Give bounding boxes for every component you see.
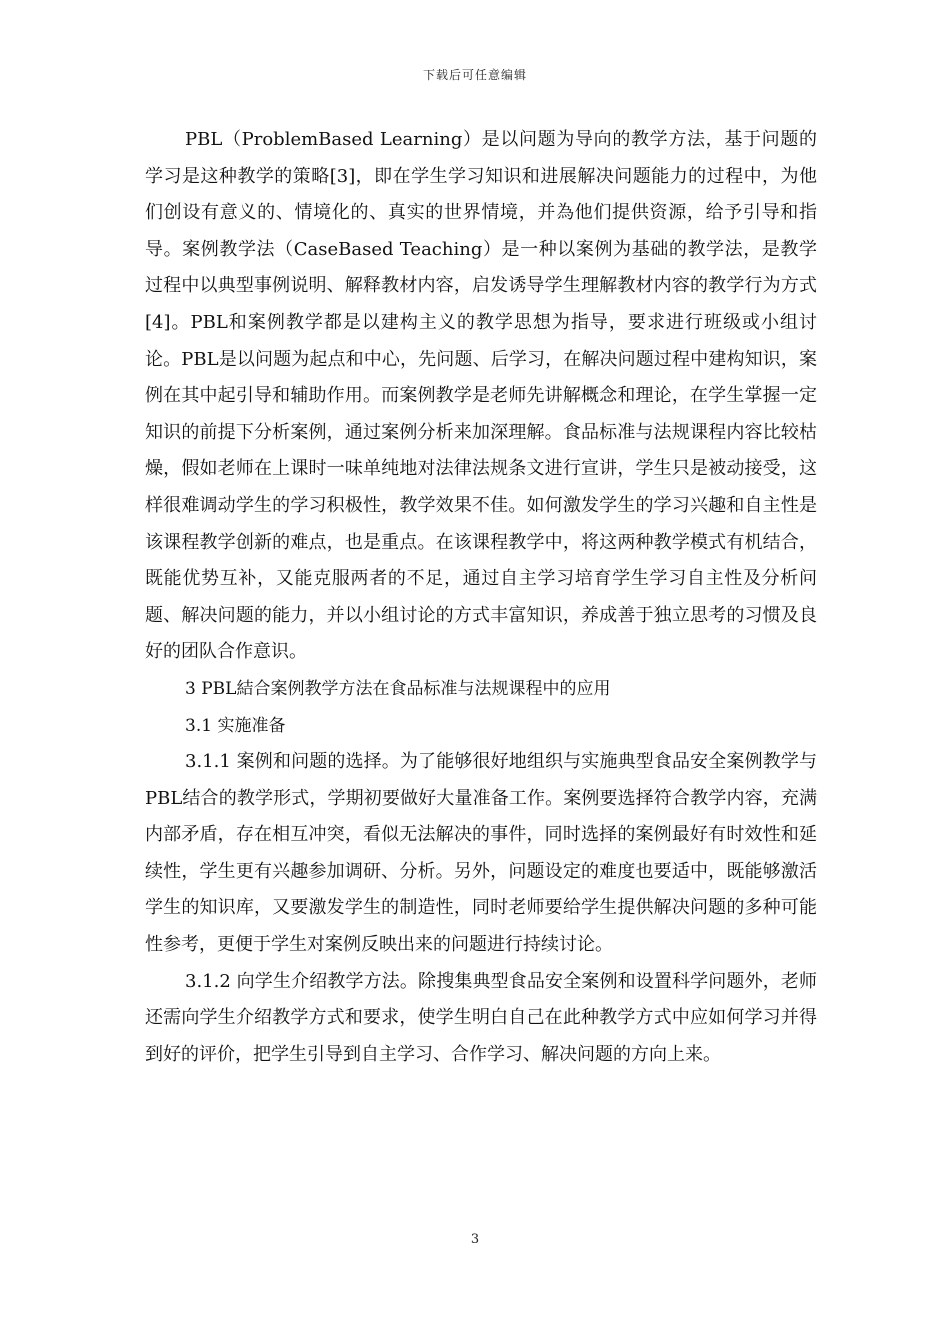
section-heading-3: 3 PBL結合案例教学方法在食品标准与法规课程中的应用 xyxy=(185,678,611,699)
paragraph-pbl-intro: PBL（ProblemBased Learning）是以问题为导向的教学方法，基于问题的学习是这种教学的策略[3]，即在学生学习知识和进展解决问题能力的过程中，为他们创设有意义的、情境化的、真实的世界情境，并為他们提供资源，给予引导和指导。案例教学法（CaseBased Teaching）是一种以案例为基础的教学法，是教学过程中以典型事例说明、解释教材内容，启发诱导学生理解教材内容的教学行为方式[4]。PBL和案例教学都是以建构主义的教学思想为指导，要求进行班级或小组讨论。PBL是以问题为起点和中心，先问题、后学习，在解决问题过程中建构知识，案例在其中起引导和辅助作用。而案例教学是老师先讲解概念和理论，在学生掌握一定知识的前提下分析案例，通过案例分析来加深理解。食品标准与法规课程内容比较枯燥，假如老师在上课时一味单纯地对法律法规条文进行宣讲，学生只是被动接受，这样很难调动学生的学习积极性，教学效果不佳。如何激发学生的学习兴趣和自主性是该课程教学创新的难点，也是重点。在该课程教学中，将这两种教学模式有机结合，既能优势互补，又能克服两者的不足，通过自主学习培育学生学习自主性及分析问题、解决问题的能力，并以小组讨论的方式丰富知识，养成善于独立思考的习惯及良好的团队合作意识。 xyxy=(145,129,817,663)
page-header: 下载后可任意编辑 xyxy=(422,68,527,82)
paragraph-3-1-2: 3.1.2 向学生介绍教学方法。除搜集典型食品安全案例和设置科学问题外，老师还需向学生介绍教学方式和要求，使学生明白自己在此种教学方式中应如何学习并得到好的评价，把学生引导到自主学习、合作学习、解决问题的方向上来。 xyxy=(145,970,817,1065)
document-body xyxy=(145,122,817,1073)
page-number: 3 xyxy=(470,1232,480,1247)
paragraph-3-1-1: 3.1.1 案例和问题的选择。为了能够很好地组织与实施典型食品安全案例教学与PBL结合的教学形式，学期初要做好大量准备工作。案例要选择符合教学内容，充满内部矛盾，存在相互冲突，看似无法解决的事件，同时选择的案例最好有时效性和延续性，学生更有兴趣参加调研、分析。另外，问题设定的难度也要适中，既能够激活学生的知识库，又要激发学生的制造性，同时老师要给学生提供解决问题的多种可能性参考，更便于学生对案例反映出来的问题进行持续讨论。 xyxy=(145,751,817,956)
section-heading-3-1: 3.1 实施准备 xyxy=(185,715,286,736)
